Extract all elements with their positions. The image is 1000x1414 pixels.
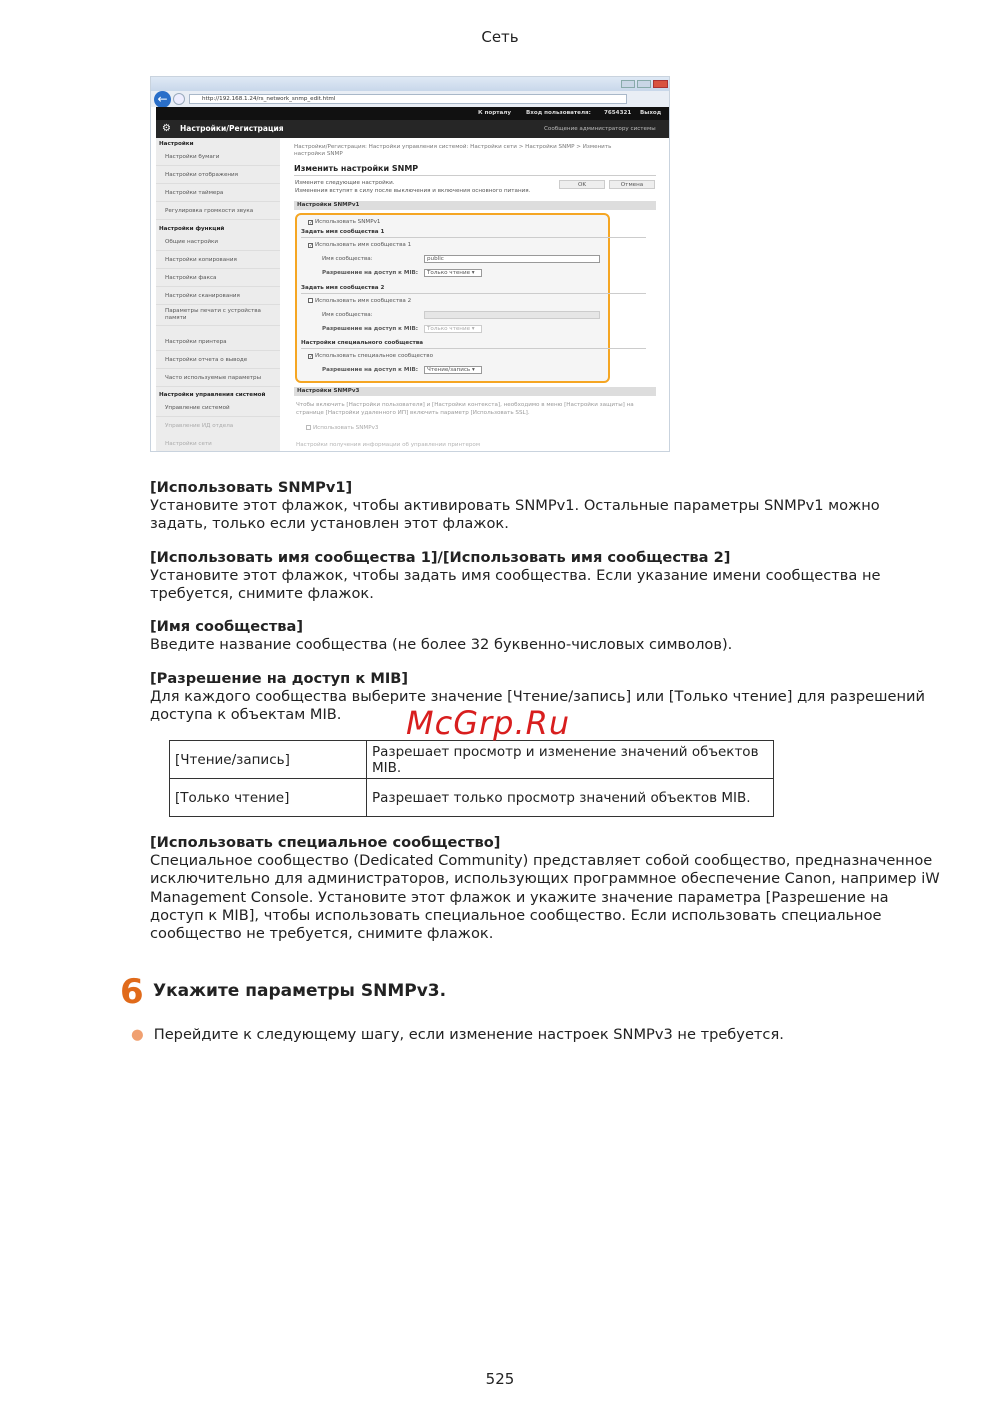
community1-header: Задать имя сообщества 1 xyxy=(301,229,385,235)
sidebar-item: Настройки сети xyxy=(165,441,212,447)
dedicated-mib-select: Чтение/запись ▾ xyxy=(424,366,482,374)
page-header: Сеть xyxy=(481,28,519,46)
section-title: [Имя сообщества] xyxy=(150,618,304,635)
table-row xyxy=(170,779,774,817)
close-icon xyxy=(653,80,668,88)
sidebar-item: Управление ИД отдела xyxy=(165,423,234,429)
snmpv3-section-header: Настройки SNMPv3 xyxy=(294,387,656,396)
top-bar xyxy=(156,107,670,120)
main-panel xyxy=(286,138,666,452)
embedded-screenshot xyxy=(150,76,670,452)
sidebar-item: Настройки бумаги xyxy=(165,154,220,160)
section-text: Для каждого сообщества выберите значение [Чтение/запись] или [Только чтение] для разрешений доступа к объектам MIB. xyxy=(150,688,925,724)
use-community1-checkbox: ✓ Использовать имя сообщества 1 xyxy=(309,242,412,249)
sidebar-item: Настройки сканирования xyxy=(165,293,240,299)
description: Измените следующие настройки. xyxy=(295,180,395,186)
sidebar-item: Регулировка громкости звука xyxy=(165,208,254,214)
ok-button: OK xyxy=(559,180,605,189)
sidebar-item: Настройки принтера xyxy=(165,339,227,345)
page-number: 525 xyxy=(485,1370,515,1388)
login-label: Вход пользователя: xyxy=(526,110,591,116)
section-title: [Использовать имя сообщества 1]/[Использовать имя сообщества 2] xyxy=(150,549,731,566)
login-user: 7654321 xyxy=(604,110,632,116)
sidebar-item: Управление системой xyxy=(165,405,230,411)
section-title: [Разрешение на доступ к MIB] xyxy=(150,670,409,687)
use-community2-checkbox: Использовать имя сообщества 2 xyxy=(308,298,411,304)
dedicated-header: Настройки специального сообщества xyxy=(301,340,424,346)
bullet-icon: ● xyxy=(131,1026,144,1043)
community1-mib-label: Разрешение на доступ к MIB: xyxy=(322,270,419,276)
dedicated-mib-label: Разрешение на доступ к MIB: xyxy=(322,367,419,373)
maximize-icon xyxy=(637,80,651,88)
cancel-button: Отмена xyxy=(609,180,655,189)
forward-icon xyxy=(173,93,185,105)
step-title: Укажите параметры SNMPv3. xyxy=(153,981,447,1001)
table-cell: Разрешает только просмотр значений объектов MIB. xyxy=(367,779,774,817)
community1-name-input: public xyxy=(424,255,600,263)
sidebar-item: Часто используемые параметры xyxy=(165,375,261,381)
community2-name-input xyxy=(424,311,600,319)
table-cell: [Чтение/запись] xyxy=(170,741,367,779)
watermark: McGrp.Ru xyxy=(406,704,571,742)
logout-link: Выход xyxy=(640,110,662,116)
community1-name-label: Имя сообщества: xyxy=(322,256,373,262)
sidebar-item: Настройки отчета о выводе xyxy=(165,357,248,363)
sidebar-item: Настройки функций xyxy=(159,226,225,232)
section-text: Введите название сообщества (не более 32 буквенно-числовых символов). xyxy=(150,636,733,654)
faded-footer-text: Настройки получения информации об управлении принтером xyxy=(296,442,481,448)
table-cell: [Только чтение] xyxy=(170,779,367,817)
community1-mib-select: Только чтение ▾ xyxy=(424,269,482,277)
description-section xyxy=(150,549,940,604)
sidebar-item: Настройки xyxy=(159,141,194,147)
sidebar-item: Настройки факса xyxy=(165,275,217,281)
use-snmpv3-checkbox: Использовать SNMPv3 xyxy=(306,425,378,431)
section-text: Установите этот флажок, чтобы активировать SNMPv1. Остальные параметры SNMPv1 можно задать, только если установлен этот флажок. xyxy=(150,497,880,533)
description-section xyxy=(150,479,940,534)
description-section xyxy=(150,834,940,943)
sidebar-item: Настройки управления системой xyxy=(159,392,266,398)
sidebar-item: Настройки копирования xyxy=(165,257,237,263)
sidebar-item: Общие настройки xyxy=(165,239,219,245)
community2-header: Задать имя сообщества 2 xyxy=(301,285,385,291)
community2-mib-select: Только чтение ▾ xyxy=(424,325,482,333)
sidebar-item: Настройки таймера xyxy=(165,190,224,196)
highlight-frame xyxy=(295,213,610,383)
back-arrow-icon: ← xyxy=(154,91,171,108)
mib-permission-table xyxy=(169,740,774,817)
bullet-text: Перейдите к следующему шагу, если изменение настроек SNMPv3 не требуется. xyxy=(153,1026,784,1043)
sidebar xyxy=(156,138,280,452)
use-snmpv1-checkbox: ✓ Использовать SNMPv1 xyxy=(309,219,381,226)
breadcrumb: Настройки/Регистрация: Настройки управления системой: Настройки сети > Настройки SNMP > Изменить настройки SNMP xyxy=(294,144,612,157)
table-cell: Разрешает просмотр и изменение значений объектов MIB. xyxy=(367,741,774,779)
snmpv3-note: Чтобы включить [Настройки пользователя] и [Настройки контекста], необходимо в меню [Настройки защиты] на странице [Настройки удаленного ИП] включить параметр [Использовать SSL]. xyxy=(296,402,634,416)
app-title: Настройки/Регистрация xyxy=(180,124,284,133)
community2-name-label: Имя сообщества: xyxy=(322,312,373,318)
sidebar-item: Настройки отображения xyxy=(165,172,239,178)
page-title: Изменить настройки SNMP xyxy=(294,164,419,173)
sidebar-item: Параметры печати с устройства памяти xyxy=(165,308,261,321)
portal-link: К порталу xyxy=(478,110,511,116)
description-section xyxy=(150,618,940,654)
url-field: http://192.168.1.24/rs_network_snmp_edit.html xyxy=(189,94,627,104)
table-row xyxy=(170,741,774,779)
community2-mib-label: Разрешение на доступ к MIB: xyxy=(322,326,419,332)
section-text: Специальное сообщество (Dedicated Community) представляет собой сообщество, предназначенное исключительно для администраторов, использующих программное обеспечение Canon, например iW Management Console. Установите этот флажок и укажите значение параметра [Разрешение на доступ к MIB], чтобы использовать специальное сообщество. Если использовать специальное сообщество не требуется, снимите флажок. xyxy=(150,852,940,943)
window-titlebar xyxy=(151,77,670,91)
bullet-item xyxy=(131,1026,784,1043)
description-note: Изменения вступят в силу после выключения и включения основного питания. xyxy=(295,188,531,194)
section-title: [Использовать специальное сообщество] xyxy=(150,834,501,851)
snmpv1-section-header: Настройки SNMPv1 xyxy=(294,201,656,210)
minimize-icon xyxy=(621,80,635,88)
section-title: [Использовать SNMPv1] xyxy=(150,479,353,496)
use-dedicated-checkbox: ✓ Использовать специальное сообщество xyxy=(309,353,434,360)
section-text: Установите этот флажок, чтобы задать имя сообщества. Если указание имени сообщества не требуется, снимите флажок. xyxy=(150,567,881,603)
step-number: 6 xyxy=(120,972,144,1012)
admin-message-link: Сообщение администратору системы xyxy=(544,126,656,132)
app-bar xyxy=(156,120,670,138)
settings-gear-icon: ⚙ xyxy=(162,123,171,134)
